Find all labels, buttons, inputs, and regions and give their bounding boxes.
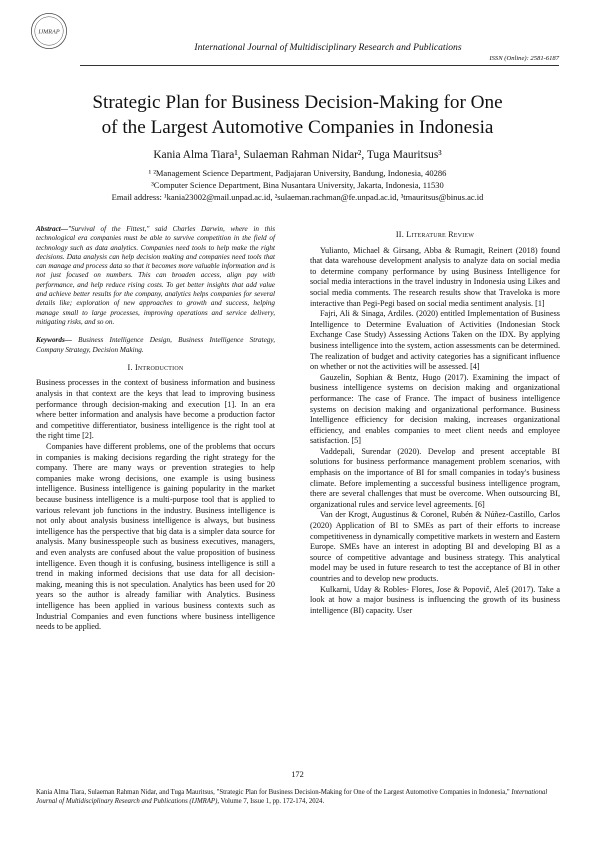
literature-paragraph: Gauzelin, Sophian & Bentz, Hugo (2017). Examining the impact of business intelligence systems on decision making and organizational performance: The case of France. The impact of business intelligence systems on decision making and organizational performance. Business Intelligence efficiency for decision making, increases organizational efficiency, and enables companies to meet client needs and employee satisfaction. [5] bbox=[310, 372, 560, 446]
citation-footer bbox=[36, 789, 559, 807]
title-line-2: of the Largest Automotive Companies in Indonesia bbox=[101, 117, 494, 138]
affiliation-2: ³Computer Science Department, Bina Nusantara University, Jakarta, Indonesia, 11530 bbox=[151, 180, 444, 190]
paper-title bbox=[30, 90, 565, 140]
left-column bbox=[36, 225, 275, 633]
journal-logo bbox=[30, 12, 68, 50]
keywords-text: Business Intelligence Design, Business Intelligence Strategy, Company Strategy, Decision Making. bbox=[36, 336, 275, 354]
title-line-1: Strategic Plan for Business Decision-Making for One bbox=[92, 92, 503, 113]
keywords bbox=[36, 336, 275, 355]
literature-paragraph: Van der Krogt, Augustinus & Coronel, Rubén & Núñez-Castillo, Carlos (2020) Application of BI to SMEs as part of their efforts to increase competitiveness in dynamically competitive markets in western and Eastern Europe. SMEs have an interest in adopting BI and developing BI as a source of competitive advantage and business strategy. This analytical model may be used in future research to test the acceptance of BI in other countries and to develop new products. bbox=[310, 510, 560, 583]
citation-journal: International Journal of Multidisciplinary Research and Publications (IJMRAP) bbox=[36, 789, 548, 805]
citation-main: Kania Alma Tiara, Sulaeman Rahman Nidar, and Tuga Mauritsus, "Strategic Plan for Business Decision-Making for One of the Largest Automotive Companies in Indonesia," bbox=[36, 789, 512, 796]
page-number: 172 bbox=[291, 770, 304, 779]
abstract-text: "Survival of the Fittest," said Charles Darwin, where in this technological era companies must be able to survive competition in the field of technology such as data analytics. Companies need tools to help make the right decisions. Data analysis can help decision making and companies need tools that can manage and process data so that it becomes more valuable information and is not just focused on numbers. This can broaden access, align pay with performance, and help reduce rising costs. To get better insights that add value and achieve better results for the company, analytics helps companies for several details like; exploration of new approaches to growth and success, helping manage small to large processes, improving operations and service delivery, mitigating risks, and so on. bbox=[36, 225, 275, 326]
right-column bbox=[310, 225, 560, 616]
section-heading-introduction: I. Introduction bbox=[127, 362, 184, 372]
header-rule bbox=[80, 65, 559, 66]
literature-paragraph: Vaddepali, Surendar (2020). Develop and present acceptable BI solutions for business performance management problem scenarios, with emphasis on the importance of BI for small companies in today's business climate. Before implementing a successful business intelligence program, there are several challenges that must be overcome. When outsourcing BI, organizational rules and service level agreements. [6] bbox=[310, 446, 560, 509]
citation-tail: , Volume 7, Issue 1, pp. 172-174, 2024. bbox=[217, 797, 325, 805]
logo-text: IJMRAP bbox=[38, 29, 60, 36]
affiliation-1: ¹ ²Management Science Department, Padjajaran University, Bandung, Indonesia, 40286 bbox=[148, 168, 447, 178]
abstract-label: Abstract— bbox=[36, 225, 68, 233]
literature-paragraph: Kulkarni, Uday & Robles- Flores, Jose & Popovič, Aleš (2017). Take a look at how a major business is influencing the growth of its business intelligence (BI) capacity. User bbox=[310, 584, 560, 615]
journal-name: International Journal of Multidisciplinary Research and Publications bbox=[194, 42, 462, 53]
literature-paragraph: Yulianto, Michael & Girsang, Abba & Rumagit, Reinert (2018) found that data warehouse development analysis to analyze data on social media to determine company performance by using Business Intelligence for social media interactions in the travel industry in Indonesia using Likes and social media comments. The research results show that Traveloka is more interactive than Pegi-Pegi based on social media sentiment analysis. [1] bbox=[310, 245, 560, 308]
issn: ISSN (Online): 2581-6187 bbox=[489, 55, 559, 62]
abstract bbox=[36, 225, 275, 327]
keywords-label: Keywords— bbox=[36, 336, 72, 345]
authors: Kania Alma Tiara¹, Sulaeman Rahman Nidar², Tuga Mauritsus³ bbox=[153, 149, 442, 161]
literature-paragraph: Fajri, Ali & Sinaga, Ardiles. (2020) entitled Implementation of Business Intelligence to Determine Evaluation of Activities (Indonesian Stock Exchange Case Study) Assessing Actions Taken on the IDX. By applying business intelligence into the system, action assessments can be determined. The realization of budget and activity categories has a significant influence on whether or not the activities will be assessed. [4] bbox=[310, 309, 560, 372]
email-addresses: Email address: ¹kania23002@mail.unpad.ac.id, ²sulaeman.rachman@fe.unpad.ac.id, ³tmauritsus@binus.ac.id bbox=[111, 192, 484, 202]
intro-paragraph: Companies have different problems, one of the problems that occurs in companies is making decisions regarding the right strategy for the company. There are many ways or prevention strategies to help companies make wrong decisions, one example is using business intelligence. Business intelligence is gaining popularity in the market because business intelligence is a multi-purpose tool that is applied to various relevant job functions in the industry. Business intelligence is not only about analysis business intelligence is always, but business intelligence has the perspective that big data is a simpler data source for analysis. Many businesspeople such as business executives, managers, and even analysts are confused about the value proposition of business intelligence. Even though it is confusing, business intelligence is still a trend in making informed decisions that use data for all decision-making, meaning this is not speculation. Analytics has been used for 20 years so the author is already familiar with Analytics. Business intelligence has been applied in various business contexts such as Industrial Companies and even functions where business intelligence needs to be applied. bbox=[36, 442, 275, 632]
intro-paragraph: Business processes in the context of business information and business analysis in that context are the keys that lead to improving business performance through decision-making and execution [1]. In an era where better information and analysis have become a production factor and competitive differentiator, business intelligence is the right tool at the right time [2]. bbox=[36, 378, 275, 441]
section-heading-literature-review: II. Literature Review bbox=[395, 230, 475, 239]
